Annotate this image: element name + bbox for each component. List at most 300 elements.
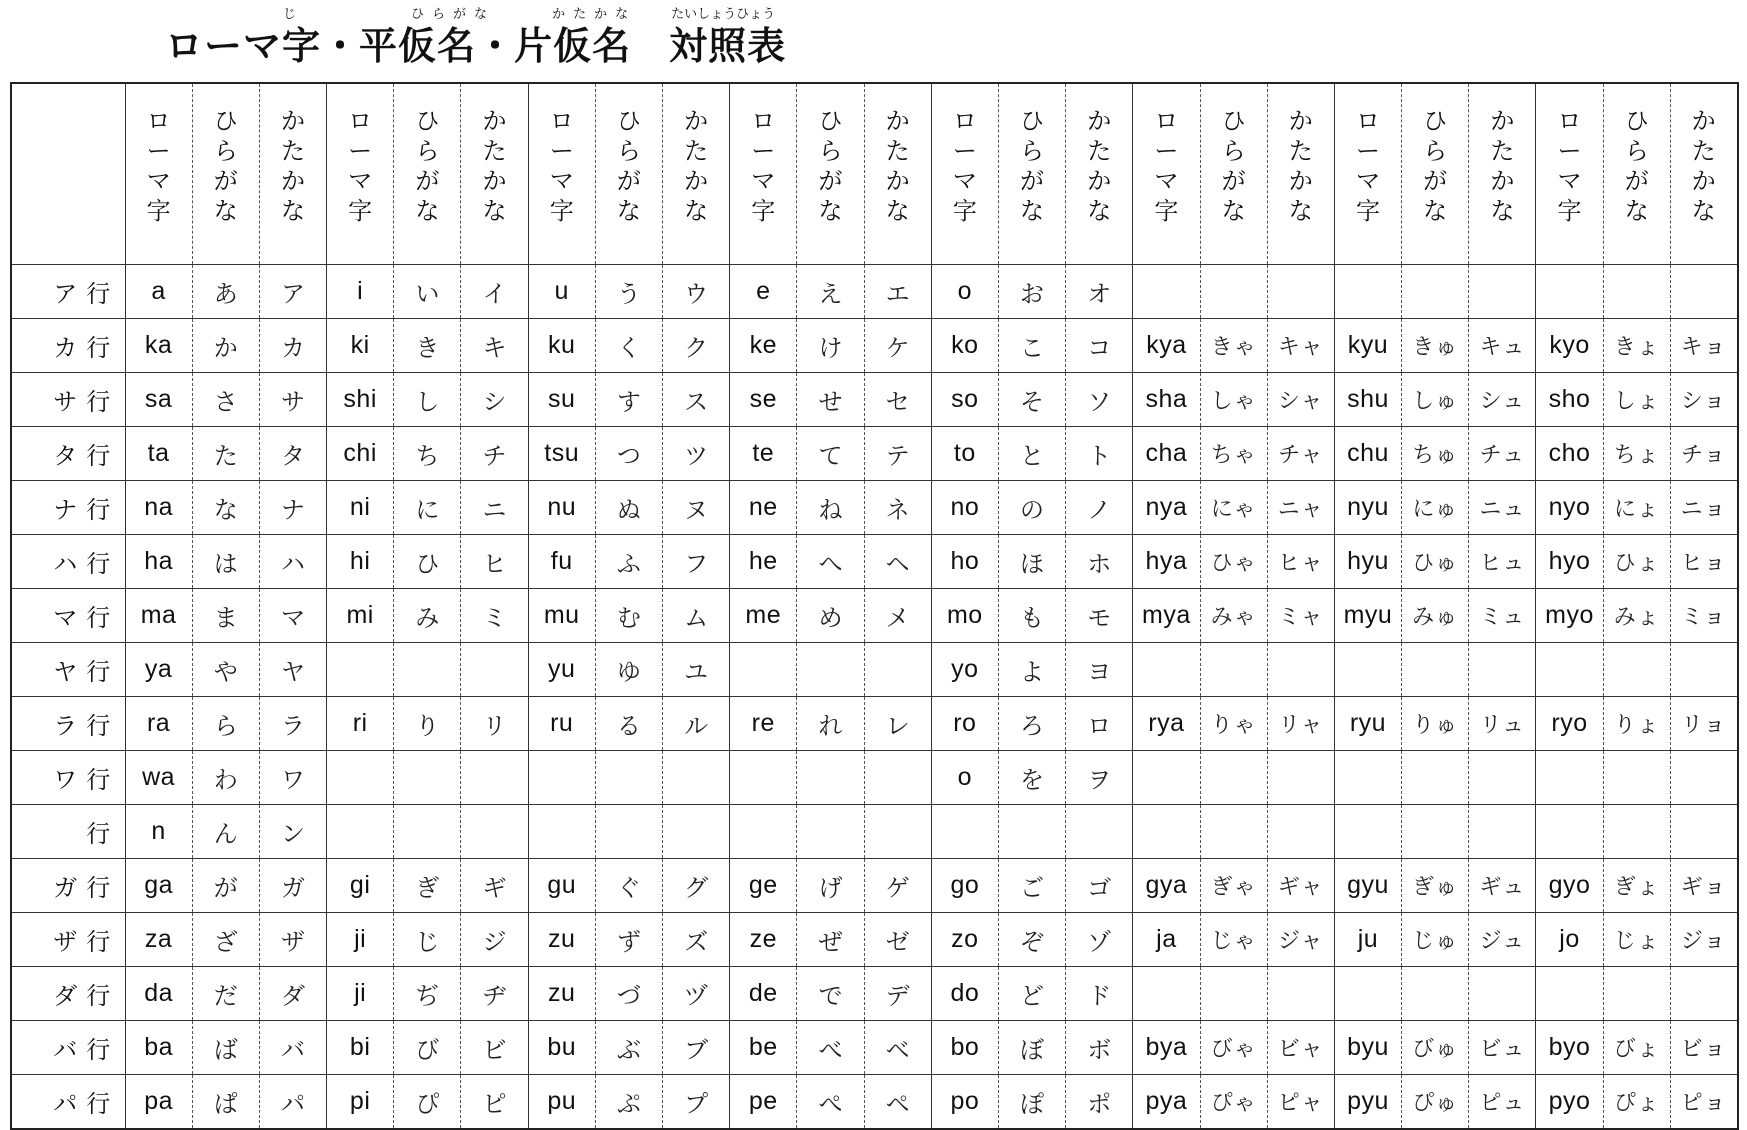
romaji-cell: shi bbox=[327, 373, 394, 427]
hiragana-cell: ひ bbox=[394, 535, 461, 589]
romaji-cell: to bbox=[931, 427, 998, 481]
katakana-cell: ピュ bbox=[1469, 1075, 1536, 1130]
katakana-cell: ケ bbox=[864, 319, 931, 373]
hiragana-cell: しょ bbox=[1603, 373, 1670, 427]
romaji-cell: bi bbox=[327, 1021, 394, 1075]
hiragana-cell: ぴゃ bbox=[1200, 1075, 1267, 1130]
romaji-cell: rya bbox=[1133, 697, 1200, 751]
romaji-cell: da bbox=[125, 967, 192, 1021]
romaji-cell: re bbox=[730, 697, 797, 751]
hiragana-cell bbox=[394, 643, 461, 697]
hiragana-cell: き bbox=[394, 319, 461, 373]
hiragana-cell: ら bbox=[192, 697, 259, 751]
katakana-cell: ビョ bbox=[1670, 1021, 1737, 1075]
header-katakana: かたかな bbox=[259, 83, 326, 265]
romaji-cell: ke bbox=[730, 319, 797, 373]
katakana-cell: オ bbox=[1066, 265, 1133, 319]
hiragana-cell: せ bbox=[797, 373, 864, 427]
header-katakana: かたかな bbox=[1066, 83, 1133, 265]
hiragana-cell: ほ bbox=[998, 535, 1065, 589]
katakana-cell: シュ bbox=[1469, 373, 1536, 427]
katakana-cell: プ bbox=[663, 1075, 730, 1130]
katakana-cell bbox=[1066, 805, 1133, 859]
romaji-cell: me bbox=[730, 589, 797, 643]
hiragana-cell: ひょ bbox=[1603, 535, 1670, 589]
hiragana-cell bbox=[998, 805, 1065, 859]
hiragana-cell: みゃ bbox=[1200, 589, 1267, 643]
romaji-cell: pyo bbox=[1536, 1075, 1603, 1130]
katakana-cell bbox=[1267, 805, 1334, 859]
katakana-cell: コ bbox=[1066, 319, 1133, 373]
hiragana-cell: そ bbox=[998, 373, 1065, 427]
hiragana-cell: や bbox=[192, 643, 259, 697]
katakana-cell: ミャ bbox=[1267, 589, 1334, 643]
hiragana-cell: だ bbox=[192, 967, 259, 1021]
hiragana-cell bbox=[394, 751, 461, 805]
hiragana-cell: りゃ bbox=[1200, 697, 1267, 751]
romaji-cell bbox=[1133, 805, 1200, 859]
romaji-cell: tsu bbox=[528, 427, 595, 481]
katakana-cell bbox=[1670, 265, 1737, 319]
title-romaji bbox=[165, 7, 322, 70]
row-label-gyo: 行 bbox=[86, 442, 111, 470]
hiragana-cell: ぎょ bbox=[1603, 859, 1670, 913]
katakana-cell: ヨ bbox=[1066, 643, 1133, 697]
hiragana-cell: く bbox=[595, 319, 662, 373]
table-row bbox=[11, 643, 1738, 697]
hiragana-cell: ひゅ bbox=[1402, 535, 1469, 589]
hiragana-cell: ど bbox=[998, 967, 1065, 1021]
katakana-cell: シャ bbox=[1267, 373, 1334, 427]
katakana-cell bbox=[1469, 643, 1536, 697]
romaji-cell: be bbox=[730, 1021, 797, 1075]
hiragana-cell: びゃ bbox=[1200, 1021, 1267, 1075]
romaji-cell: pi bbox=[327, 1075, 394, 1130]
romaji-cell: ze bbox=[730, 913, 797, 967]
romaji-cell: ma bbox=[125, 589, 192, 643]
romaji-cell bbox=[1536, 967, 1603, 1021]
katakana-cell: ミョ bbox=[1670, 589, 1737, 643]
row-label-kana: ガ bbox=[53, 874, 78, 902]
katakana-cell: ニュ bbox=[1469, 481, 1536, 535]
header-romaji: ローマ字 bbox=[1334, 83, 1401, 265]
romaji-cell: ri bbox=[327, 697, 394, 751]
hiragana-cell: び bbox=[394, 1021, 461, 1075]
katakana-cell: ル bbox=[663, 697, 730, 751]
katakana-cell: ジャ bbox=[1267, 913, 1334, 967]
hiragana-cell: が bbox=[192, 859, 259, 913]
romaji-cell: ju bbox=[1334, 913, 1401, 967]
katakana-cell: ピ bbox=[461, 1075, 528, 1130]
katakana-cell: ゼ bbox=[864, 913, 931, 967]
romaji-cell: ka bbox=[125, 319, 192, 373]
hiragana-cell: い bbox=[394, 265, 461, 319]
hiragana-cell: きゅ bbox=[1402, 319, 1469, 373]
romaji-cell bbox=[1133, 751, 1200, 805]
katakana-cell: タ bbox=[259, 427, 326, 481]
romaji-cell: cho bbox=[1536, 427, 1603, 481]
romaji-cell: myu bbox=[1334, 589, 1401, 643]
katakana-cell bbox=[864, 751, 931, 805]
romaji-cell: i bbox=[327, 265, 394, 319]
row-label-gyo: 行 bbox=[86, 820, 111, 848]
katakana-cell: ヒャ bbox=[1267, 535, 1334, 589]
table-row bbox=[11, 1075, 1738, 1130]
hiragana-cell: は bbox=[192, 535, 259, 589]
table-row bbox=[11, 373, 1738, 427]
katakana-cell: ジュ bbox=[1469, 913, 1536, 967]
romaji-cell: zu bbox=[528, 913, 595, 967]
row-label-kana: ワ bbox=[53, 766, 78, 794]
row-label-kana: ア bbox=[53, 280, 78, 308]
katakana-cell: ニャ bbox=[1267, 481, 1334, 535]
hiragana-cell: ご bbox=[998, 859, 1065, 913]
hiragana-cell: ゆ bbox=[595, 643, 662, 697]
katakana-cell: ヒョ bbox=[1670, 535, 1737, 589]
romaji-cell: bu bbox=[528, 1021, 595, 1075]
hiragana-cell: へ bbox=[797, 535, 864, 589]
romaji-cell: chi bbox=[327, 427, 394, 481]
katakana-cell: ニ bbox=[461, 481, 528, 535]
hiragana-cell bbox=[1603, 751, 1670, 805]
katakana-cell bbox=[864, 643, 931, 697]
romaji-cell: ni bbox=[327, 481, 394, 535]
hiragana-cell: て bbox=[797, 427, 864, 481]
katakana-cell: ピャ bbox=[1267, 1075, 1334, 1130]
romaji-cell: gyu bbox=[1334, 859, 1401, 913]
katakana-cell: ギュ bbox=[1469, 859, 1536, 913]
romaji-cell: po bbox=[931, 1075, 998, 1130]
table-row bbox=[11, 589, 1738, 643]
katakana-cell bbox=[1670, 751, 1737, 805]
romaji-cell: go bbox=[931, 859, 998, 913]
hiragana-cell: を bbox=[998, 751, 1065, 805]
table-row bbox=[11, 319, 1738, 373]
hiragana-cell: る bbox=[595, 697, 662, 751]
hiragana-cell: り bbox=[394, 697, 461, 751]
row-label-kana: ヤ bbox=[53, 658, 78, 686]
romaji-cell: zu bbox=[528, 967, 595, 1021]
table-row bbox=[11, 481, 1738, 535]
hiragana-cell: わ bbox=[192, 751, 259, 805]
hiragana-cell: ぼ bbox=[998, 1021, 1065, 1075]
hiragana-cell: にゃ bbox=[1200, 481, 1267, 535]
table-row bbox=[11, 805, 1738, 859]
header-katakana: かたかな bbox=[461, 83, 528, 265]
hiragana-cell: ぶ bbox=[595, 1021, 662, 1075]
hiragana-cell: ぞ bbox=[998, 913, 1065, 967]
hiragana-cell bbox=[1200, 805, 1267, 859]
romaji-cell: hyo bbox=[1536, 535, 1603, 589]
romaji-cell bbox=[1536, 805, 1603, 859]
katakana-cell bbox=[1469, 967, 1536, 1021]
hiragana-cell: と bbox=[998, 427, 1065, 481]
katakana-cell: ビ bbox=[461, 1021, 528, 1075]
katakana-cell: ロ bbox=[1066, 697, 1133, 751]
row-label bbox=[11, 589, 125, 643]
romaji-cell: ji bbox=[327, 967, 394, 1021]
romaji-cell: ro bbox=[931, 697, 998, 751]
katakana-cell: ド bbox=[1066, 967, 1133, 1021]
romaji-cell: mya bbox=[1133, 589, 1200, 643]
hiragana-cell: しゅ bbox=[1402, 373, 1469, 427]
row-label-gyo: 行 bbox=[86, 874, 111, 902]
katakana-cell: レ bbox=[864, 697, 931, 751]
hiragana-cell: ぴ bbox=[394, 1075, 461, 1130]
hiragana-cell: げ bbox=[797, 859, 864, 913]
katakana-cell: ピョ bbox=[1670, 1075, 1737, 1130]
hiragana-cell bbox=[1603, 805, 1670, 859]
row-label bbox=[11, 1075, 125, 1130]
row-label bbox=[11, 805, 125, 859]
row-label-kana: ハ bbox=[53, 550, 78, 578]
hiragana-cell: ぐ bbox=[595, 859, 662, 913]
katakana-cell bbox=[1670, 643, 1737, 697]
romaji-cell: byo bbox=[1536, 1021, 1603, 1075]
romaji-cell: za bbox=[125, 913, 192, 967]
header-katakana: かたかな bbox=[1670, 83, 1737, 265]
hiragana-cell: じょ bbox=[1603, 913, 1670, 967]
romaji-cell: n bbox=[125, 805, 192, 859]
hiragana-cell: む bbox=[595, 589, 662, 643]
katakana-cell: キュ bbox=[1469, 319, 1536, 373]
hiragana-cell: に bbox=[394, 481, 461, 535]
hiragana-cell: も bbox=[998, 589, 1065, 643]
katakana-cell: ビャ bbox=[1267, 1021, 1334, 1075]
hiragana-cell: ん bbox=[192, 805, 259, 859]
hiragana-cell: ね bbox=[797, 481, 864, 535]
hiragana-cell: べ bbox=[797, 1021, 864, 1075]
romaji-cell: cha bbox=[1133, 427, 1200, 481]
hiragana-cell: ぎゅ bbox=[1402, 859, 1469, 913]
hiragana-cell: お bbox=[998, 265, 1065, 319]
romaji-cell: ryo bbox=[1536, 697, 1603, 751]
katakana-cell: チ bbox=[461, 427, 528, 481]
romaji-cell: o bbox=[931, 751, 998, 805]
romaji-cell: sa bbox=[125, 373, 192, 427]
hiragana-cell: の bbox=[998, 481, 1065, 535]
katakana-cell bbox=[864, 805, 931, 859]
katakana-cell: ユ bbox=[663, 643, 730, 697]
katakana-cell: テ bbox=[864, 427, 931, 481]
katakana-cell: ム bbox=[663, 589, 730, 643]
hiragana-cell: ろ bbox=[998, 697, 1065, 751]
table-row bbox=[11, 535, 1738, 589]
romaji-cell bbox=[1536, 751, 1603, 805]
romaji-cell: ya bbox=[125, 643, 192, 697]
katakana-cell: リ bbox=[461, 697, 528, 751]
katakana-cell: ソ bbox=[1066, 373, 1133, 427]
row-label-kana: カ bbox=[53, 334, 78, 362]
romaji-cell: sha bbox=[1133, 373, 1200, 427]
romaji-cell: myo bbox=[1536, 589, 1603, 643]
table-row bbox=[11, 967, 1738, 1021]
row-label bbox=[11, 913, 125, 967]
hiragana-cell: ぺ bbox=[797, 1075, 864, 1130]
romaji-cell bbox=[1536, 265, 1603, 319]
katakana-cell: キャ bbox=[1267, 319, 1334, 373]
katakana-cell: ト bbox=[1066, 427, 1133, 481]
hiragana-cell: ぽ bbox=[998, 1075, 1065, 1130]
hiragana-cell bbox=[1402, 265, 1469, 319]
page-title bbox=[165, 7, 787, 70]
katakana-cell: ヒ bbox=[461, 535, 528, 589]
katakana-cell: ショ bbox=[1670, 373, 1737, 427]
romaji-cell: ho bbox=[931, 535, 998, 589]
hiragana-cell bbox=[1402, 805, 1469, 859]
title-hiragana-text: 平仮名 bbox=[359, 24, 477, 68]
katakana-cell: ゴ bbox=[1066, 859, 1133, 913]
romaji-cell: pu bbox=[528, 1075, 595, 1130]
katakana-cell: ヒュ bbox=[1469, 535, 1536, 589]
romaji-cell: hyu bbox=[1334, 535, 1401, 589]
romaji-cell: nu bbox=[528, 481, 595, 535]
hiragana-cell bbox=[1402, 967, 1469, 1021]
romaji-cell bbox=[528, 805, 595, 859]
hiragana-cell: ぢ bbox=[394, 967, 461, 1021]
hiragana-cell: ちゃ bbox=[1200, 427, 1267, 481]
katakana-cell: エ bbox=[864, 265, 931, 319]
romaji-cell bbox=[1133, 643, 1200, 697]
katakana-cell bbox=[461, 805, 528, 859]
header-hiragana: ひらがな bbox=[192, 83, 259, 265]
katakana-cell: ホ bbox=[1066, 535, 1133, 589]
hiragana-cell: にゅ bbox=[1402, 481, 1469, 535]
row-label bbox=[11, 427, 125, 481]
katakana-cell: ツ bbox=[663, 427, 730, 481]
hiragana-cell: じゅ bbox=[1402, 913, 1469, 967]
katakana-cell: ニョ bbox=[1670, 481, 1737, 535]
romaji-cell: sho bbox=[1536, 373, 1603, 427]
katakana-cell: チュ bbox=[1469, 427, 1536, 481]
romaji-cell: do bbox=[931, 967, 998, 1021]
romaji-cell: kyo bbox=[1536, 319, 1603, 373]
katakana-cell bbox=[1267, 967, 1334, 1021]
hiragana-cell: びゅ bbox=[1402, 1021, 1469, 1075]
row-label-gyo: 行 bbox=[86, 1036, 111, 1064]
hiragana-cell: しゃ bbox=[1200, 373, 1267, 427]
hiragana-cell bbox=[797, 643, 864, 697]
romaji-cell bbox=[1536, 643, 1603, 697]
katakana-cell: ヌ bbox=[663, 481, 730, 535]
title-separator-1: ・ bbox=[321, 24, 360, 68]
row-label bbox=[11, 265, 125, 319]
katakana-cell: ン bbox=[259, 805, 326, 859]
header-katakana: かたかな bbox=[1267, 83, 1334, 265]
katakana-cell: メ bbox=[864, 589, 931, 643]
hiragana-cell bbox=[595, 805, 662, 859]
hiragana-cell: よ bbox=[998, 643, 1065, 697]
row-label-gyo: 行 bbox=[86, 658, 111, 686]
hiragana-cell: ぴょ bbox=[1603, 1075, 1670, 1130]
title-katakana bbox=[514, 7, 637, 70]
hiragana-cell: ひゃ bbox=[1200, 535, 1267, 589]
romaji-cell: chu bbox=[1334, 427, 1401, 481]
hiragana-cell: ちょ bbox=[1603, 427, 1670, 481]
katakana-cell bbox=[663, 805, 730, 859]
hiragana-cell bbox=[1200, 643, 1267, 697]
katakana-cell bbox=[461, 643, 528, 697]
katakana-cell: ポ bbox=[1066, 1075, 1133, 1130]
romaji-cell: te bbox=[730, 427, 797, 481]
hiragana-cell: す bbox=[595, 373, 662, 427]
katakana-cell: イ bbox=[461, 265, 528, 319]
romaji-cell: pe bbox=[730, 1075, 797, 1130]
hiragana-cell bbox=[1603, 265, 1670, 319]
header-romaji: ローマ字 bbox=[528, 83, 595, 265]
katakana-cell: ビュ bbox=[1469, 1021, 1536, 1075]
romaji-cell bbox=[327, 643, 394, 697]
row-label-kana: ダ bbox=[53, 982, 78, 1010]
romaji-cell: byu bbox=[1334, 1021, 1401, 1075]
row-label-gyo: 行 bbox=[86, 928, 111, 956]
header-hiragana: ひらがな bbox=[998, 83, 1065, 265]
romaji-cell bbox=[327, 751, 394, 805]
row-label-gyo: 行 bbox=[86, 496, 111, 524]
romaji-cell: yu bbox=[528, 643, 595, 697]
hiragana-cell: ぜ bbox=[797, 913, 864, 967]
katakana-cell bbox=[461, 751, 528, 805]
row-label-gyo: 行 bbox=[86, 712, 111, 740]
katakana-cell: ギャ bbox=[1267, 859, 1334, 913]
katakana-cell: ラ bbox=[259, 697, 326, 751]
romaji-cell: ta bbox=[125, 427, 192, 481]
row-label-gyo: 行 bbox=[86, 604, 111, 632]
header-romaji: ローマ字 bbox=[1536, 83, 1603, 265]
corner-cell bbox=[11, 83, 125, 265]
row-label-gyo: 行 bbox=[86, 388, 111, 416]
katakana-cell: ネ bbox=[864, 481, 931, 535]
katakana-cell: ハ bbox=[259, 535, 326, 589]
romaji-cell: ja bbox=[1133, 913, 1200, 967]
table-row bbox=[11, 265, 1738, 319]
row-label-kana: ナ bbox=[53, 496, 78, 524]
hiragana-cell: じ bbox=[394, 913, 461, 967]
katakana-cell: チャ bbox=[1267, 427, 1334, 481]
row-label bbox=[11, 697, 125, 751]
hiragana-cell: ぎゃ bbox=[1200, 859, 1267, 913]
romaji-cell: kyu bbox=[1334, 319, 1401, 373]
katakana-cell bbox=[663, 751, 730, 805]
row-label bbox=[11, 643, 125, 697]
row-label bbox=[11, 967, 125, 1021]
hiragana-cell bbox=[394, 805, 461, 859]
katakana-cell: ギョ bbox=[1670, 859, 1737, 913]
header-romaji: ローマ字 bbox=[730, 83, 797, 265]
romaji-cell: bya bbox=[1133, 1021, 1200, 1075]
hiragana-cell: きょ bbox=[1603, 319, 1670, 373]
title-ruby-katakana: かたかな bbox=[552, 7, 637, 22]
table-row bbox=[11, 427, 1738, 481]
row-label-gyo: 行 bbox=[86, 982, 111, 1010]
katakana-cell: リュ bbox=[1469, 697, 1536, 751]
romaji-cell: ga bbox=[125, 859, 192, 913]
row-label-kana: タ bbox=[53, 442, 78, 470]
romaji-cell bbox=[1334, 751, 1401, 805]
katakana-cell: バ bbox=[259, 1021, 326, 1075]
hiragana-cell: ぬ bbox=[595, 481, 662, 535]
katakana-cell: ナ bbox=[259, 481, 326, 535]
hiragana-cell: じゃ bbox=[1200, 913, 1267, 967]
row-label bbox=[11, 319, 125, 373]
katakana-cell: パ bbox=[259, 1075, 326, 1130]
katakana-cell: ウ bbox=[663, 265, 730, 319]
romaji-cell: su bbox=[528, 373, 595, 427]
romaji-cell: ku bbox=[528, 319, 595, 373]
romaji-cell: ba bbox=[125, 1021, 192, 1075]
romaji-cell: u bbox=[528, 265, 595, 319]
row-label-kana: パ bbox=[53, 1090, 78, 1118]
